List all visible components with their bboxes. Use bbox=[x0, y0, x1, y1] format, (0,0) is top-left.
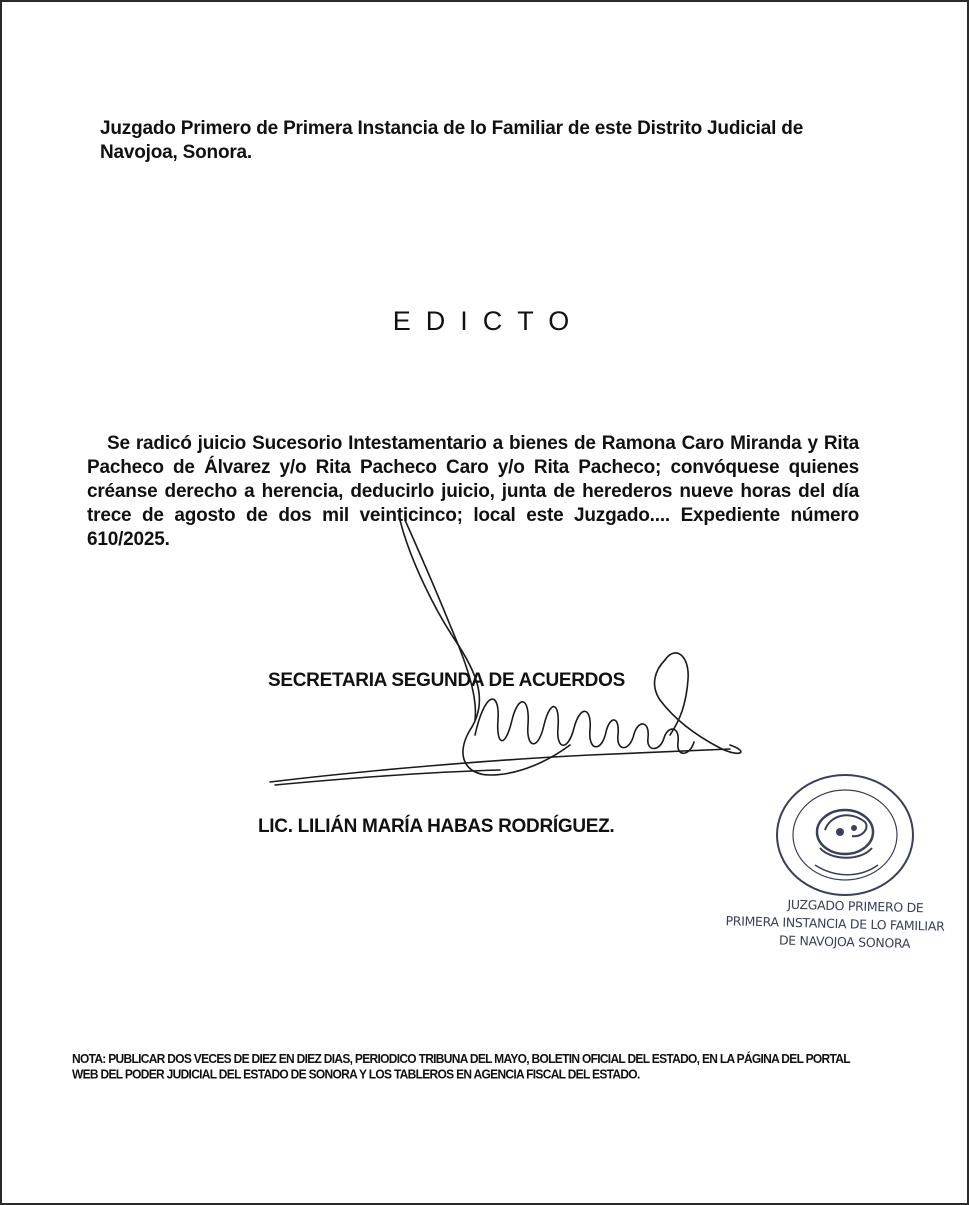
signatory-name: LIC. LILIÁN MARÍA HABAS RODRÍGUEZ. bbox=[258, 816, 615, 837]
court-header: Juzgado Primero de Primera Instancia de lo Familiar de este Distrito Judicial de Navojoa, Sonora. bbox=[100, 118, 804, 163]
stamp-text bbox=[699, 893, 969, 954]
stamp-line-2: PRIMERA INSTANCIA DE LO FAMILIAR bbox=[725, 913, 945, 934]
edict-body: Se radicó juicio Sucesorio Intestamentario a bienes de Ramona Caro Miranda y Rita Pacheco de Álvarez y/o Rita Pacheco Caro y/o Rita Pacheco; convóquese quienes créanse derecho a herencia, deducirlo juicio, junta de herederos nueve horas del día trece de agosto de dos mil veinticinco; local este Juzgado.... Expediente número 610/2025. bbox=[87, 433, 859, 550]
official-seal bbox=[770, 770, 920, 900]
publication-note: NOTA: PUBLICAR DOS VECES DE DIEZ EN DIEZ DIAS, PERIODICO TRIBUNA DEL MAYO, BOLETIN OFICIAL DEL ESTADO, EN LA PÁGINA DEL PORTAL WEB DEL PODER JUDICIAL DEL ESTADO DE SONORA Y LOS TABLEROS EN AGENCIA FISCAL DEL ESTADO. bbox=[72, 1051, 850, 1082]
document-title: EDICTO bbox=[392, 306, 585, 336]
handwritten-signature bbox=[250, 520, 770, 810]
stamp-line-1: JUZGADO PRIMERO DE bbox=[787, 896, 924, 916]
stamp-line-3: DE NAVOJOA SONORA bbox=[778, 932, 911, 951]
signatory-role: SECRETARIA SEGUNDA DE ACUERDOS bbox=[268, 670, 625, 691]
